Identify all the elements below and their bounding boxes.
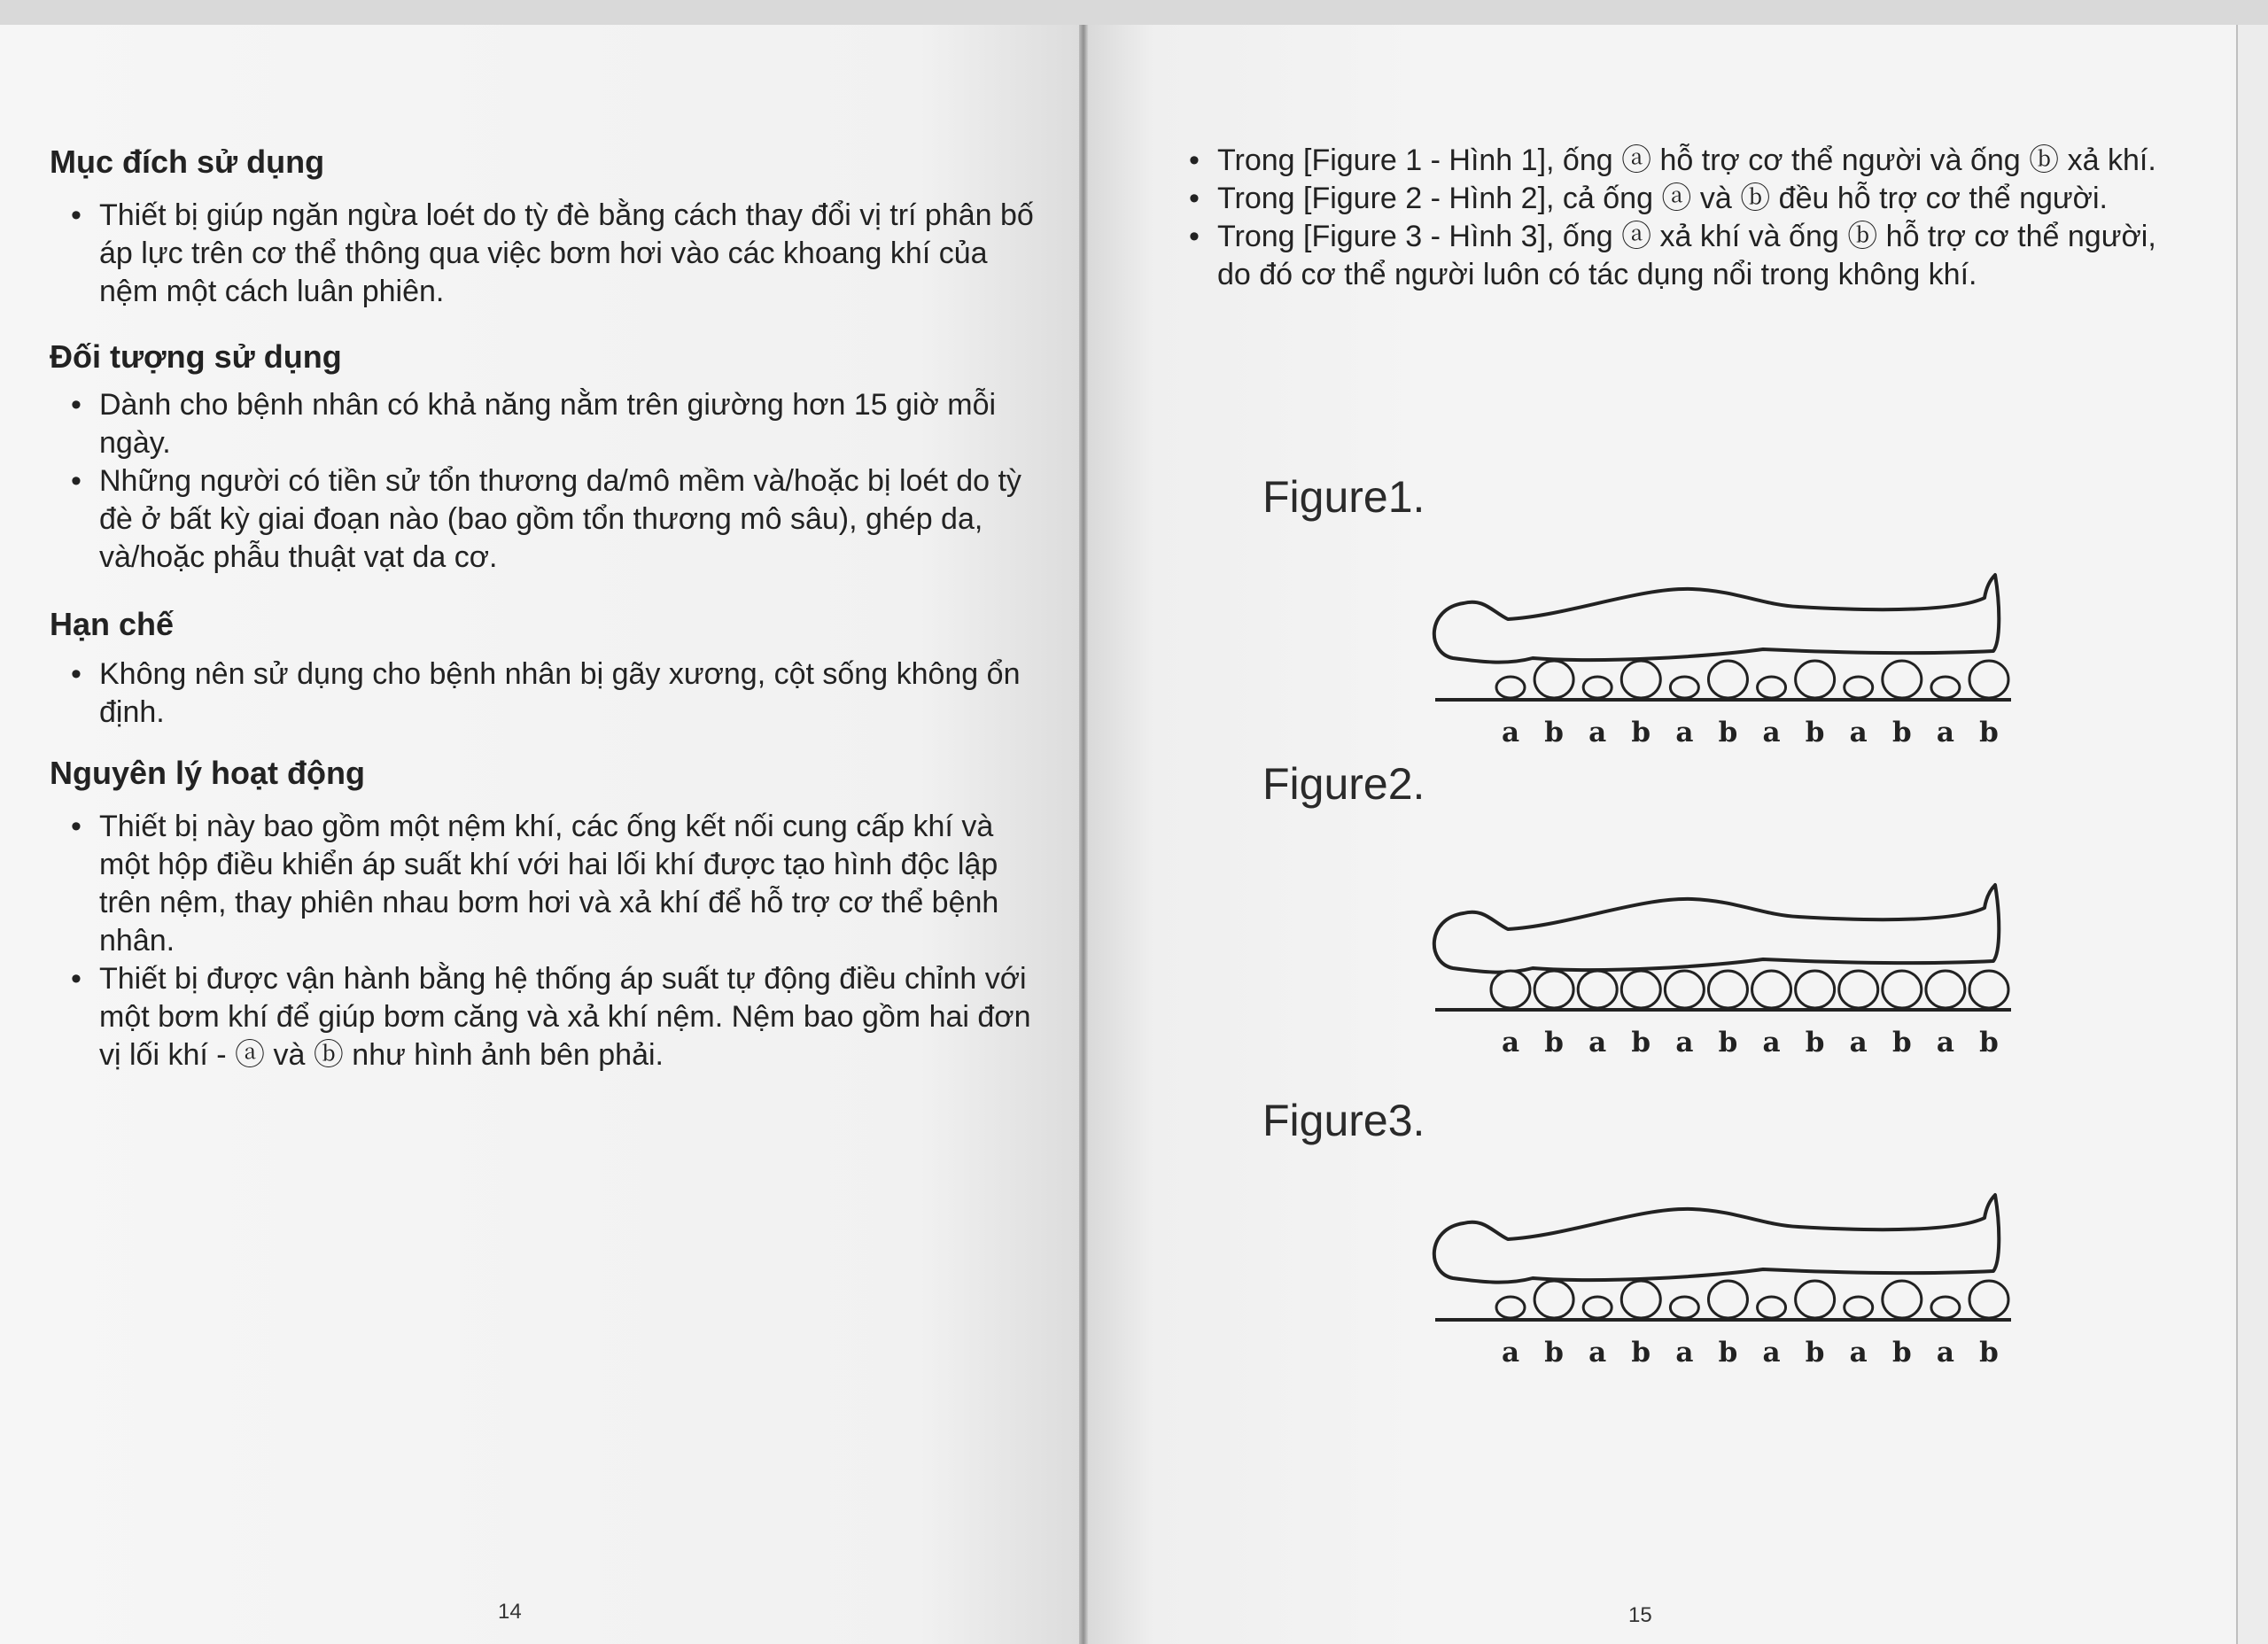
air-cell-a	[1758, 1297, 1786, 1318]
limitations-list	[99, 655, 1038, 732]
air-cell-a	[1583, 1297, 1612, 1318]
purpose-item: • Thiết bị giúp ngăn ngừa loét do tỳ đè bằng cách thay đổi vị trí phân bố áp lực trên cơ thể thông qua việc bơm hơi vào các khoang khí của nệm một cách luân phiên.	[99, 197, 1038, 311]
cell-label: a	[1675, 1027, 1694, 1059]
air-cell-a	[1583, 677, 1612, 698]
cell-label: a	[1675, 1337, 1694, 1369]
air-cell-a	[1931, 677, 1960, 698]
air-cell-b	[1969, 1281, 2008, 1318]
figure-1-label: Figure1.	[1262, 472, 1425, 522]
heading-purpose: Mục đích sử dụng	[50, 143, 325, 180]
air-cell-a	[1670, 1297, 1698, 1318]
figure-2-illustration	[1426, 864, 2016, 1067]
cell-label: b	[1979, 1337, 1999, 1369]
air-cell-b	[1621, 971, 1660, 1008]
air-cell-b	[1883, 661, 1922, 698]
figure-explanation-item: • Trong [Figure 1 - Hình 1], ống ⓐ hỗ trợ cơ thể người và ống ⓑ xả khí.	[1217, 142, 2156, 180]
cell-label: b	[1891, 1337, 1912, 1369]
cell-label: b	[1891, 1027, 1912, 1059]
air-cell-b	[1534, 971, 1573, 1008]
air-cell-b	[1969, 661, 2008, 698]
cell-label: a	[1936, 717, 1954, 748]
air-cell-b	[1796, 1281, 1835, 1318]
cell-label: a	[1588, 1027, 1607, 1059]
cell-label: b	[1979, 717, 1999, 748]
cell-label: a	[1762, 1337, 1781, 1369]
cell-label: b	[1544, 717, 1564, 748]
cell-label: a	[1501, 1337, 1520, 1369]
air-cell-b	[1969, 971, 2008, 1008]
air-cell-a	[1496, 1297, 1525, 1318]
cell-label: b	[1718, 717, 1738, 748]
operating-principle-list	[99, 808, 1038, 1074]
heading-operating-principle: Nguyên lý hoạt động	[50, 755, 365, 791]
air-cell-b	[1621, 1281, 1660, 1318]
cell-label: a	[1849, 1027, 1868, 1059]
cell-label: b	[1544, 1027, 1564, 1059]
heading-target-users: Đối tượng sử dụng	[50, 338, 342, 375]
air-cell-b	[1796, 971, 1835, 1008]
air-cell-b	[1621, 661, 1660, 698]
cell-label: a	[1762, 1027, 1781, 1059]
air-cell-a	[1491, 971, 1530, 1008]
figure-explanation-list	[1217, 142, 2156, 294]
heading-limitations: Hạn chế	[50, 606, 175, 642]
cell-label: b	[1631, 1027, 1651, 1059]
air-cell-b	[1708, 971, 1747, 1008]
page-number-right: 15	[1628, 1603, 1652, 1627]
cell-label: b	[1805, 1337, 1825, 1369]
air-cell-a	[1752, 971, 1791, 1008]
air-cell-a	[1845, 677, 1873, 698]
limitations-item: • Không nên sử dụng cho bệnh nhân bị gãy xương, cột sống không ổn định.	[99, 655, 1038, 732]
cell-label: a	[1675, 717, 1694, 748]
air-cell-b	[1796, 661, 1835, 698]
cell-label: b	[1891, 717, 1912, 748]
air-cell-a	[1665, 971, 1704, 1008]
cell-label: b	[1544, 1337, 1564, 1369]
operating-principle-item: • Thiết bị này bao gồm một nệm khí, các ống kết nối cung cấp khí và một hộp điều khiển áp suất khí với hai lối khí được tạo hình độc lập trên nệm, thay phiên nhau bơm hơi và xả khí để hỗ trợ cơ thể bệnh nhân.	[99, 808, 1038, 960]
cell-label: a	[1588, 717, 1607, 748]
cell-label: b	[1805, 1027, 1825, 1059]
book-spine	[1079, 25, 1088, 1644]
cell-label: b	[1631, 717, 1651, 748]
cell-label: a	[1936, 1337, 1954, 1369]
air-cell-a	[1496, 677, 1525, 698]
air-cell-b	[1883, 1281, 1922, 1318]
air-cell-a	[1670, 677, 1698, 698]
cell-label: b	[1718, 1337, 1738, 1369]
air-cell-a	[1839, 971, 1878, 1008]
figure-2-label: Figure2.	[1262, 759, 1425, 809]
figure-explanation-item: • Trong [Figure 3 - Hình 3], ống ⓐ xả khí và ống ⓑ hỗ trợ cơ thể người, do đó cơ thể người luôn có tác dụng nổi trong không khí.	[1217, 218, 2156, 294]
air-cell-b	[1534, 1281, 1573, 1318]
air-cell-a	[1931, 1297, 1960, 1318]
cell-label: b	[1631, 1337, 1651, 1369]
cell-label: a	[1501, 1027, 1520, 1059]
air-cell-b	[1708, 661, 1747, 698]
target-users-item: • Dành cho bệnh nhân có khả năng nằm trên giường hơn 15 giờ mỗi ngày.	[99, 386, 1038, 462]
cell-label: b	[1805, 717, 1825, 748]
page-number-left: 14	[498, 1600, 522, 1624]
air-cell-a	[1926, 971, 1965, 1008]
operating-principle-item: • Thiết bị được vận hành bằng hệ thống áp suất tự động điều chỉnh với một bơm khí để giúp bơm căng và xả khí nệm. Nệm bao gồm hai đơn vị lối khí - ⓐ và ⓑ như hình ảnh bên phải.	[99, 960, 1038, 1074]
figure-1-illustration	[1426, 554, 2016, 757]
cell-label: b	[1718, 1027, 1738, 1059]
page-edge	[2236, 25, 2268, 1644]
cell-label: a	[1501, 717, 1520, 748]
air-cell-a	[1758, 677, 1786, 698]
cell-label: a	[1849, 1337, 1868, 1369]
air-cell-b	[1883, 971, 1922, 1008]
figure-3-illustration	[1426, 1174, 2016, 1377]
air-cell-a	[1578, 971, 1617, 1008]
cell-label: a	[1936, 1027, 1954, 1059]
air-cell-b	[1534, 661, 1573, 698]
purpose-list	[99, 197, 1038, 311]
figure-3-label: Figure3.	[1262, 1096, 1425, 1145]
air-cell-a	[1845, 1297, 1873, 1318]
cell-label: a	[1849, 717, 1868, 748]
target-users-list	[99, 386, 1038, 577]
cell-label: b	[1979, 1027, 1999, 1059]
air-cell-b	[1708, 1281, 1747, 1318]
target-users-item: • Những người có tiền sử tổn thương da/mô mềm và/hoặc bị loét do tỳ đè ở bất kỳ giai đoạn nào (bao gồm tổn thương mô sâu), ghép da, và/hoặc phẫu thuật vạt da cơ.	[99, 462, 1038, 577]
cell-label: a	[1588, 1337, 1607, 1369]
cell-label: a	[1762, 717, 1781, 748]
figure-explanation-item: • Trong [Figure 2 - Hình 2], cả ống ⓐ và ⓑ đều hỗ trợ cơ thể người.	[1217, 180, 2156, 218]
